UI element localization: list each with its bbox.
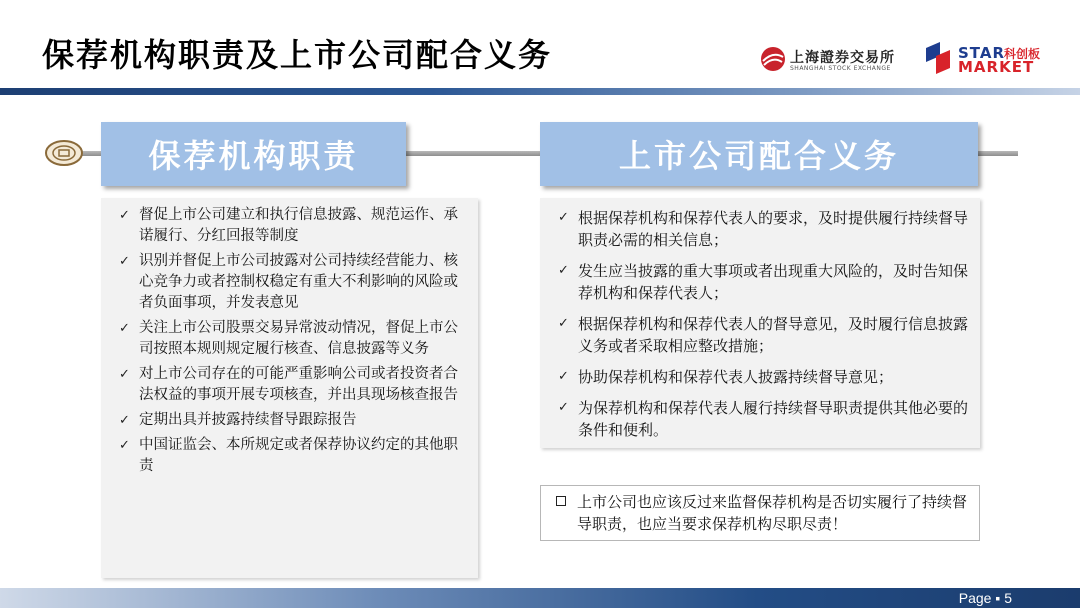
sse-name-en: SHANGHAI STOCK EXCHANGE: [790, 65, 891, 72]
list-item: [558, 313, 970, 357]
list-item-text: 识别并督促上市公司披露对公司持续经营能力、核心竞争力或者控制权稳定有重大不利影响的风险或者负面事项，并发表意见: [139, 253, 458, 311]
check-icon: ✓: [558, 210, 569, 225]
list-item: [119, 410, 468, 431]
check-icon: ✓: [558, 400, 569, 415]
list-item: [119, 364, 468, 406]
star-market-logo: [924, 42, 1054, 76]
list-item: [119, 205, 468, 247]
sponsor-duties-panel: [101, 198, 478, 578]
check-icon: ✓: [558, 369, 569, 384]
list-item-text: 定期出具并披露持续督导跟踪报告: [139, 412, 357, 428]
list-item-text: 中国证监会、本所规定或者保荐协议约定的其他职责: [139, 437, 458, 474]
star-emblem-icon: [924, 42, 952, 74]
sse-name-cn: 上海證券交易所: [790, 50, 895, 66]
list-item: [558, 397, 970, 441]
star-logo-word: STAR: [958, 44, 1006, 62]
check-icon: ✓: [119, 321, 130, 336]
list-item-text: 为保荐机构和保荐代表人履行持续督导职责提供其他必要的条件和便利。: [578, 399, 969, 439]
header-divider-bar: [0, 88, 1080, 95]
sponsor-duties-list: [101, 198, 478, 477]
list-item-text: 协助保荐机构和保荐代表人披露持续督导意见；: [578, 368, 894, 386]
list-item-text: 督促上市公司建立和执行信息披露、规范运作、承诺履行、分红回报等制度: [139, 207, 458, 244]
list-item: [558, 366, 970, 388]
check-icon: ✓: [119, 413, 130, 428]
check-icon: ✓: [558, 263, 569, 278]
list-item: [119, 318, 468, 360]
sse-emblem-icon: [760, 46, 786, 72]
market-logo-word: MARKET: [958, 58, 1035, 76]
check-icon: ✓: [119, 438, 130, 453]
page-title: 保荐机构职责及上市公司配合义务: [42, 36, 553, 74]
list-item-text: 根据保荐机构和保荐代表人的要求，及时提供履行持续督导职责必需的相关信息；: [578, 209, 969, 249]
seal-icon: [44, 139, 84, 167]
list-item-text: 发生应当披露的重大事项或者出现重大风险的，及时告知保荐机构和保荐代表人；: [578, 262, 969, 302]
company-obligations-list: [540, 198, 980, 441]
check-icon: ✓: [119, 367, 130, 382]
company-obligations-header: 上市公司配合义务: [540, 122, 978, 186]
company-obligations-panel: [540, 198, 980, 448]
list-item-text: 对上市公司存在的可能严重影响公司或者投资者合法权益的事项开展专项核查，并出具现场核查报告: [139, 366, 458, 403]
check-icon: ✓: [119, 254, 130, 269]
check-icon: ✓: [558, 316, 569, 331]
note-box: [540, 485, 980, 541]
square-bullet-icon: [556, 496, 566, 506]
list-item: [558, 207, 970, 251]
sse-logo: [760, 44, 910, 74]
footer-bar: [0, 588, 1080, 608]
page-number: Page ▪ 5: [958, 590, 1012, 606]
list-item: [119, 435, 468, 477]
check-icon: ✓: [119, 208, 130, 223]
list-item: [119, 251, 468, 314]
list-item: [558, 260, 970, 304]
list-item-text: 根据保荐机构和保荐代表人的督导意见，及时履行信息披露义务或者采取相应整改措施；: [578, 315, 969, 355]
sponsor-duties-header: 保荐机构职责: [101, 122, 406, 186]
star-logo-cn: 科创板: [1004, 47, 1041, 61]
list-item-text: 关注上市公司股票交易异常波动情况，督促上市公司按照本规则规定履行核查、信息披露等义务: [139, 320, 458, 357]
note-text: 上市公司也应该反过来监督保荐机构是否切实履行了持续督导职责，也应当要求保荐机构尽职尽责！: [577, 493, 968, 533]
